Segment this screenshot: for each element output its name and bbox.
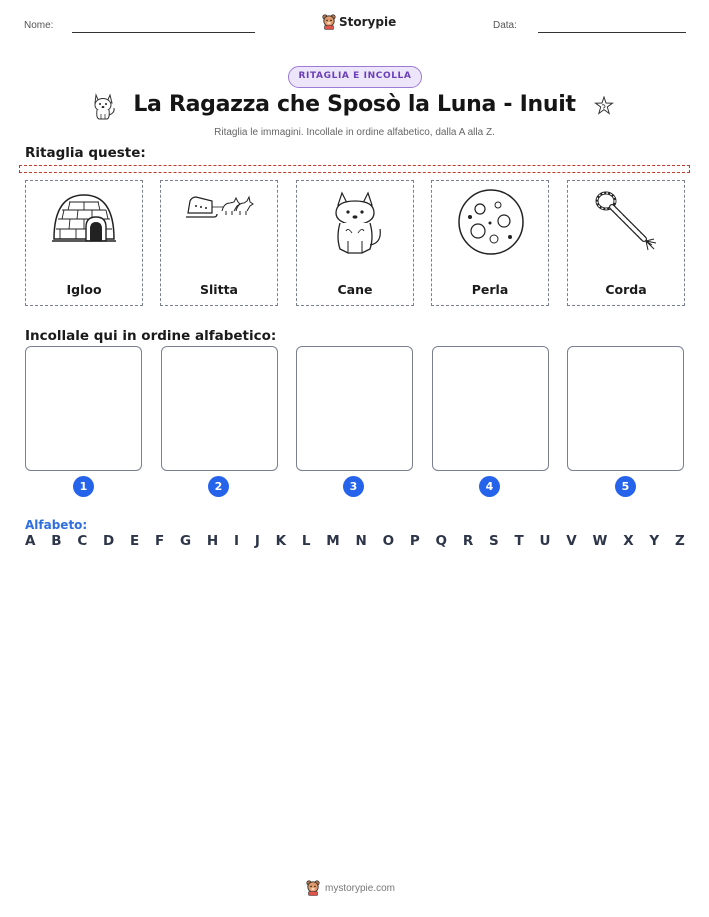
name-line[interactable] xyxy=(72,32,255,33)
alphabet-letter: A xyxy=(25,533,36,549)
alphabet-letter: I xyxy=(234,533,240,549)
cut-card-slitta[interactable] xyxy=(160,180,278,306)
alphabet-letter: W xyxy=(592,533,608,549)
igloo-icon xyxy=(50,187,118,247)
brand-logo xyxy=(322,14,396,30)
footer-url: mystorypie.com xyxy=(325,882,396,894)
alphabet-letter: D xyxy=(103,533,115,549)
alphabet-letter: G xyxy=(180,533,192,549)
alphabet-letter: O xyxy=(382,533,395,549)
star-icon xyxy=(594,96,614,116)
paste-slot-1[interactable] xyxy=(25,346,142,471)
paste-slot-5[interactable] xyxy=(567,346,684,471)
slot-number: 5 xyxy=(615,476,636,497)
alphabet-letter: J xyxy=(254,533,260,549)
alphabet-letter: K xyxy=(275,533,287,549)
activity-badge: RITAGLIA E INCOLLA xyxy=(288,66,422,88)
cut-card-igloo[interactable] xyxy=(25,180,143,306)
card-label: Cane xyxy=(337,282,373,297)
slot-number: 3 xyxy=(343,476,364,497)
card-label: Perla xyxy=(471,282,509,297)
alphabet-letter: P xyxy=(409,533,420,549)
date-line[interactable] xyxy=(538,32,686,33)
pearl-icon xyxy=(456,187,526,257)
footer xyxy=(306,880,395,896)
cut-line xyxy=(19,165,690,173)
alphabet-letter: V xyxy=(566,533,577,549)
paste-slot-3[interactable] xyxy=(296,346,413,471)
paste-section-label: Incollale qui in ordine alfabetico: xyxy=(25,328,277,344)
slot-number: 2 xyxy=(208,476,229,497)
card-label: Corda xyxy=(605,282,647,297)
cut-card-cane[interactable] xyxy=(296,180,414,306)
bear-logo-icon xyxy=(306,880,320,896)
alphabet-letter: Q xyxy=(435,533,448,549)
page-title: La Ragazza che Sposò la Luna - Inuit xyxy=(133,92,576,117)
paste-slot-4[interactable] xyxy=(432,346,549,471)
alphabet-letter: S xyxy=(489,533,499,549)
alphabet-letter: U xyxy=(539,533,551,549)
alphabet-letter: T xyxy=(514,533,524,549)
alphabet-letter: H xyxy=(206,533,219,549)
alphabet-strip xyxy=(25,533,685,549)
alphabet-letter: Y xyxy=(649,533,660,549)
dog-icon xyxy=(326,187,386,259)
alphabet-letter: F xyxy=(155,533,165,549)
sled-icon xyxy=(184,189,254,229)
alphabet-letter: E xyxy=(130,533,140,549)
name-label: Nome: xyxy=(24,20,54,31)
alphabet-letter: L xyxy=(301,533,311,549)
cut-card-corda[interactable] xyxy=(567,180,685,306)
rope-icon xyxy=(592,187,662,257)
date-label: Data: xyxy=(493,20,517,31)
slot-number: 4 xyxy=(479,476,500,497)
card-label: Slitta xyxy=(200,282,238,297)
paste-slot-2[interactable] xyxy=(161,346,278,471)
alphabet-letter: Z xyxy=(674,533,685,549)
alphabet-letter: R xyxy=(462,533,474,549)
cut-card-perla[interactable] xyxy=(431,180,549,306)
alphabet-letter: C xyxy=(77,533,88,549)
alphabet-letter: X xyxy=(623,533,634,549)
bear-logo-icon xyxy=(322,14,336,30)
card-label: Igloo xyxy=(66,282,102,297)
alphabet-label: Alfabeto: xyxy=(25,518,88,532)
brand-name: Storypie xyxy=(339,15,397,29)
slot-number: 1 xyxy=(73,476,94,497)
cut-section-label: Ritaglia queste: xyxy=(25,145,146,161)
alphabet-letter: N xyxy=(355,533,367,549)
alphabet-letter: M xyxy=(326,533,340,549)
instructions: Ritaglia le immagini. Incollale in ordine alfabetico, dalla A alla Z. xyxy=(214,127,495,138)
alphabet-letter: B xyxy=(51,533,62,549)
